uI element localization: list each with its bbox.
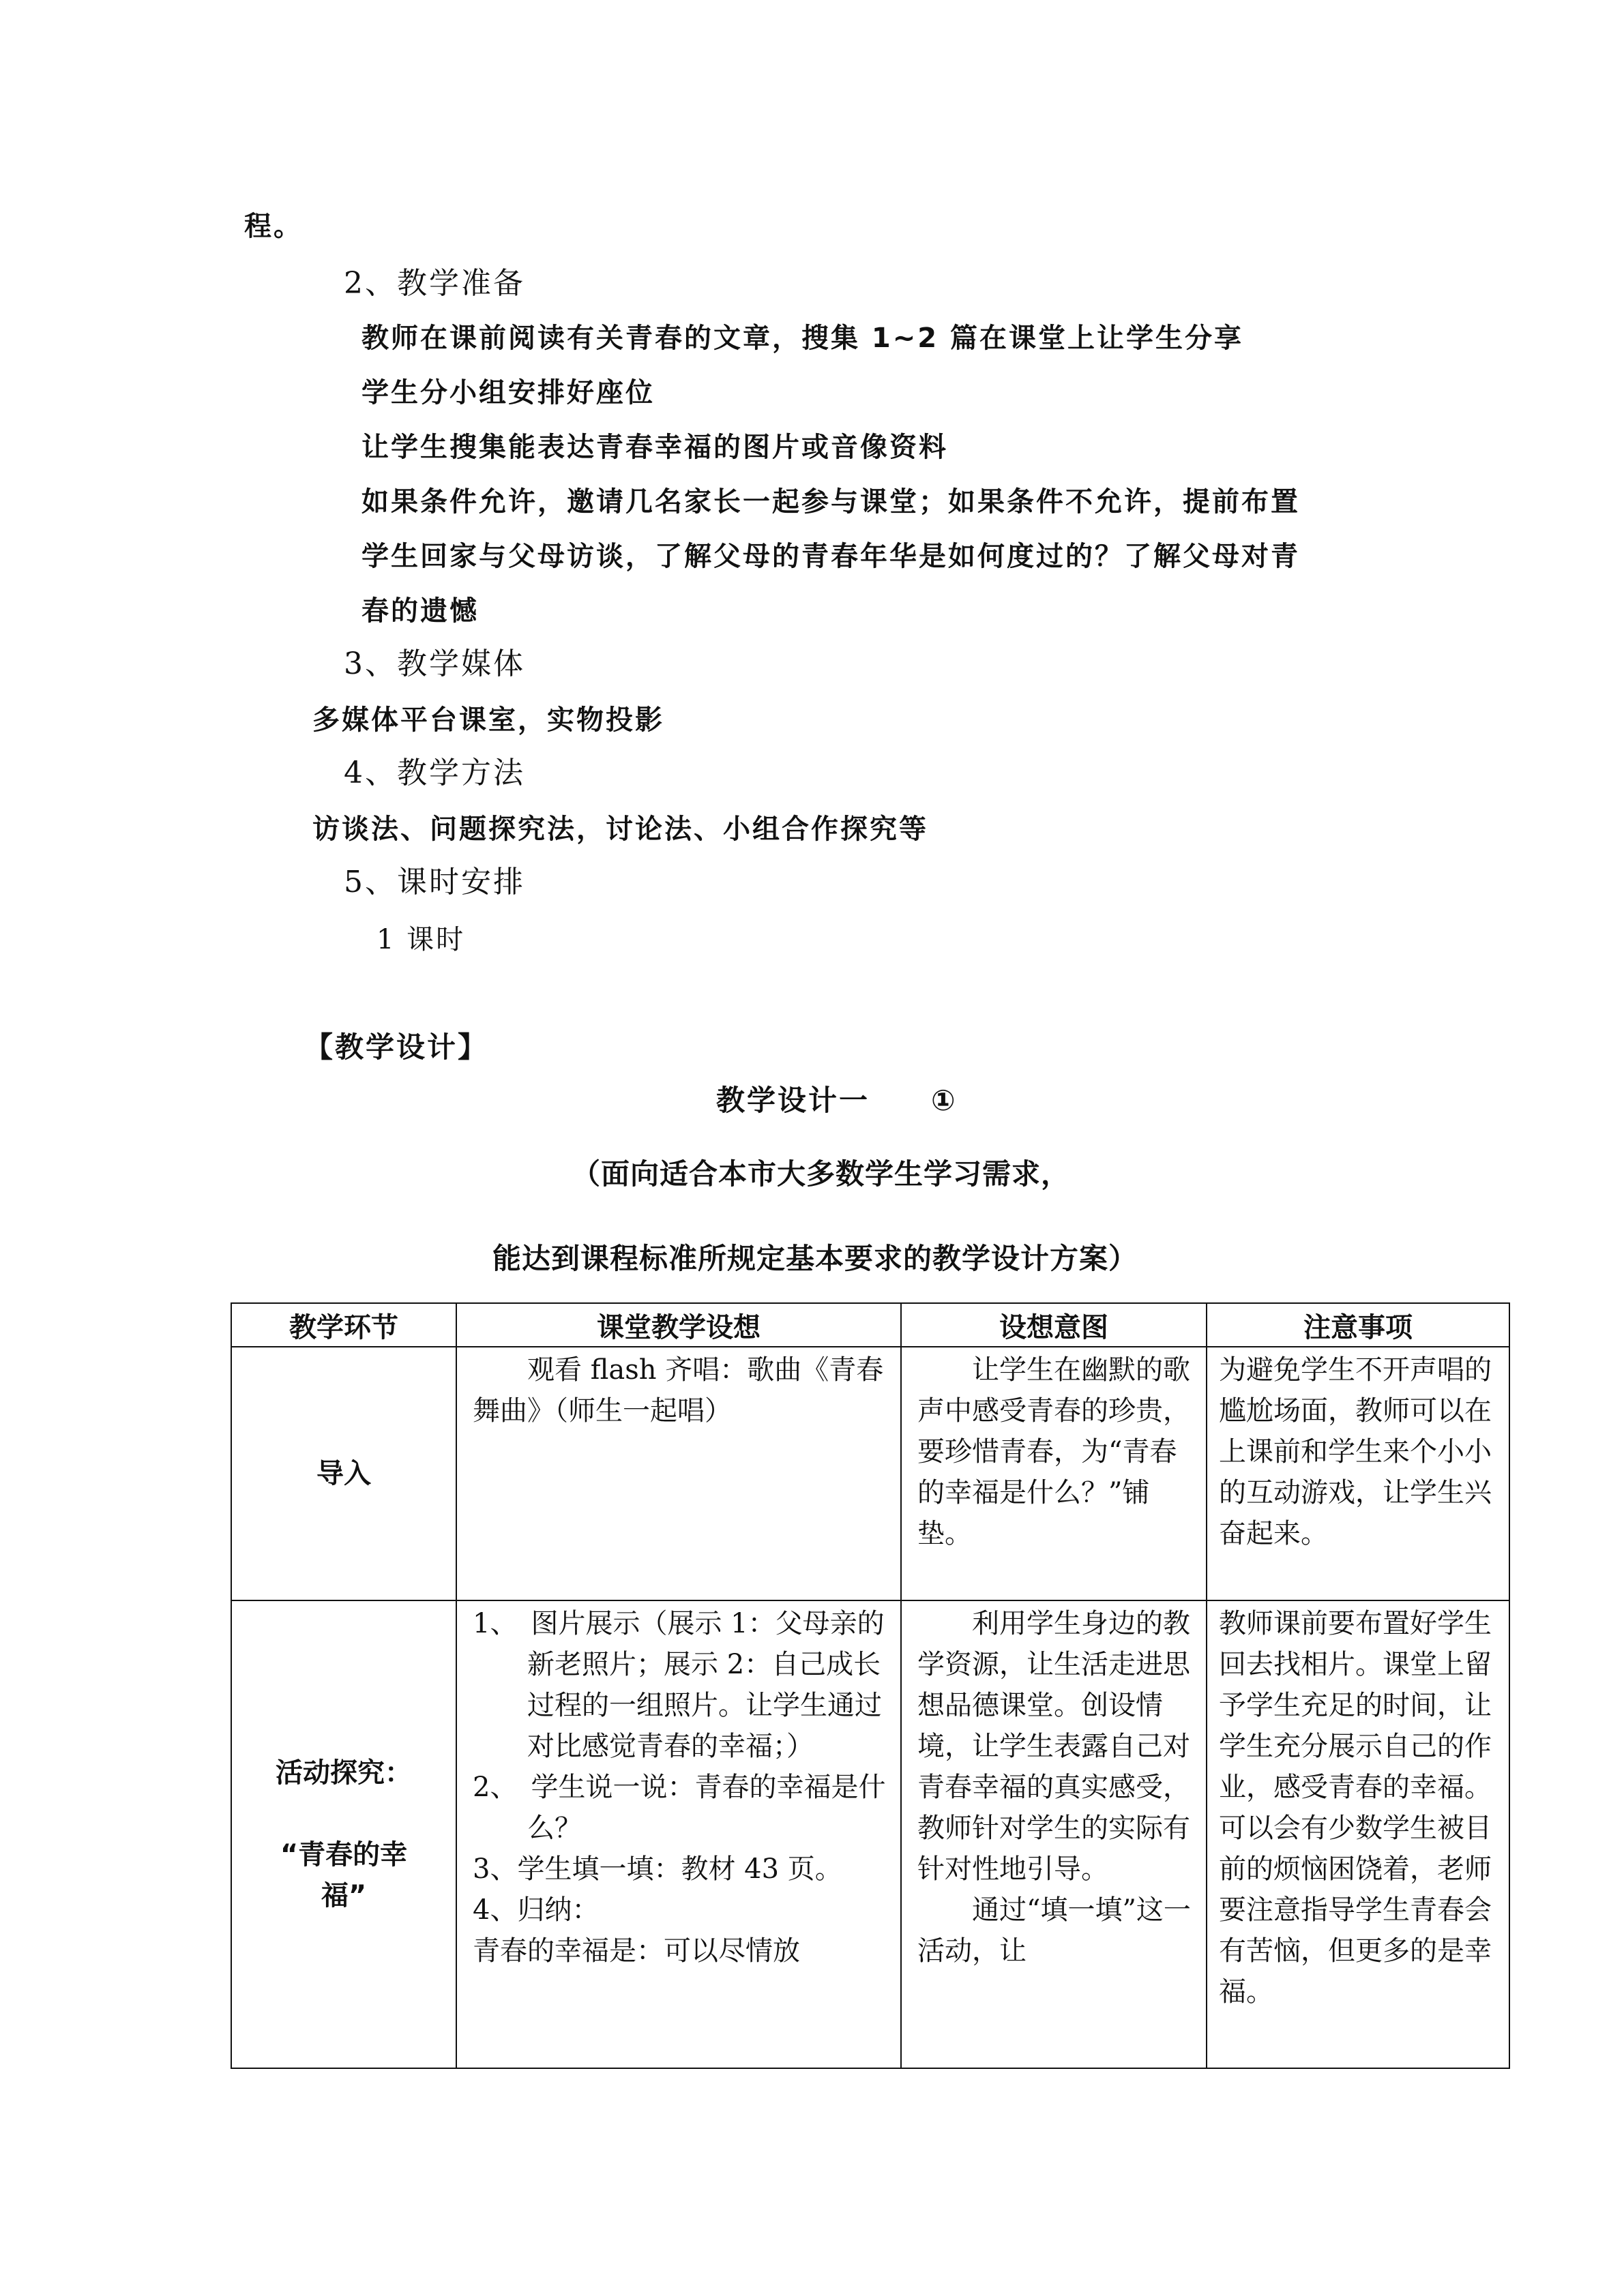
heading-method: 4、教学方法 [344, 756, 525, 790]
notes-cell [1207, 1600, 1509, 2068]
intent-text: 让学生在幽默的歌声中感受青春的珍贵，要珍惜青春，为“青春的幸福是什么？”铺垫。 [917, 1354, 1190, 1549]
header-intent: 设想意图 [901, 1303, 1207, 1347]
plan-subtitle-line-2: 能达到课程标准所规定基本要求的教学设计方案） [492, 1242, 1138, 1275]
stage-activity-line-1: 活动探究： [276, 1757, 412, 1789]
header-idea: 课堂教学设想 [456, 1303, 901, 1347]
schedule-line: 1 课时 [377, 924, 466, 955]
preparation-line-4: 如果条件允许，邀请几名家长一起参与课堂；如果条件不允许，提前布置 [361, 486, 1300, 518]
idea-list [458, 1602, 900, 1971]
idea-item-1: 1、 图片展示（展示 1：父母亲的新老照片；展示 2：自己成长过程的一组照片。让学生通过对比感觉青春的幸福；） [473, 1608, 885, 1762]
heading-schedule: 5、课时安排 [344, 865, 525, 899]
heading-media: 3、教学媒体 [344, 646, 525, 681]
intent-text [902, 1602, 1205, 1971]
idea-item-4: 4、归纳： [473, 1894, 600, 1926]
notes-text: 为避免学生不开声唱的尴尬场面，教师可以在上课前和学生来个小小的互动游戏，让学生兴奋起来。 [1219, 1354, 1492, 1549]
preparation-line-5: 学生回家与父母访谈，了解父母的青春年华是如何度过的？了解父母对青 [361, 541, 1300, 572]
stage-activity [231, 1600, 456, 2068]
intro-fragment: 程。 [244, 211, 303, 242]
heading-preparation: 2、教学准备 [344, 266, 525, 301]
preparation-line-6: 春的遗憾 [361, 595, 479, 627]
idea-item-3: 3、学生填一填：教材 43 页。 [473, 1853, 842, 1885]
teaching-design-table [231, 1302, 1510, 2069]
header-stage: 教学环节 [231, 1303, 456, 1347]
idea-item-2: 2、 学生说一说：青春的幸福是什么？ [473, 1772, 886, 1844]
intent-cell [901, 1347, 1207, 1600]
table-row [231, 1347, 1509, 1600]
stage-activity-line-2: “青春的幸福” [280, 1839, 408, 1911]
idea-cell [456, 1600, 901, 2068]
method-line: 访谈法、问题探究法，讨论法、小组合作探究等 [312, 814, 928, 845]
notes-cell [1207, 1347, 1509, 1600]
notes-text: 教师课前要布置好学生回去找相片。课堂上留予学生充足的时间，让学生充分展示自己的作业，感受青春的幸福。可以会有少数学生被目前的烦恼困饶着，老师要注意指导学生青春会有苦恼，但更多的是幸福。 [1219, 1608, 1492, 2008]
table-row [231, 1600, 1509, 2068]
preparation-line-2: 学生分小组安排好座位 [361, 377, 655, 408]
plan-title: 教学设计一 ① [716, 1084, 958, 1117]
stage-intro: 导入 [231, 1347, 456, 1600]
idea-cell [456, 1347, 901, 1600]
media-line: 多媒体平台课室，实物投影 [312, 704, 664, 736]
table-header-row [231, 1303, 1509, 1347]
header-notes: 注意事项 [1207, 1303, 1509, 1347]
preparation-line-3: 让学生搜集能表达青春幸福的图片或音像资料 [361, 432, 948, 463]
preparation-line-1: 教师在课前阅读有关青春的文章，搜集 1~2 篇在课堂上让学生分享 [361, 323, 1244, 354]
idea-item-5: 青春的幸福是：可以尽情放 [473, 1935, 800, 1967]
intent-paragraph-1: 利用学生身边的教学资源，让生活走进思想品德课堂。创设情境，让学生表露自己对青春幸福的真实感受，教师针对学生的实际有针对性地引导。 [917, 1608, 1190, 1885]
intent-cell [901, 1600, 1207, 2068]
idea-text: 观看 flash 齐唱：歌曲《青春舞曲》（师生一起唱） [473, 1354, 884, 1427]
plan-subtitle-line-1: （面向适合本市大多数学生学习需求， [572, 1157, 1071, 1191]
intent-paragraph-2: 通过“填一填”这一活动，让 [917, 1894, 1191, 1967]
section-title: 【教学设计】 [304, 1030, 489, 1064]
